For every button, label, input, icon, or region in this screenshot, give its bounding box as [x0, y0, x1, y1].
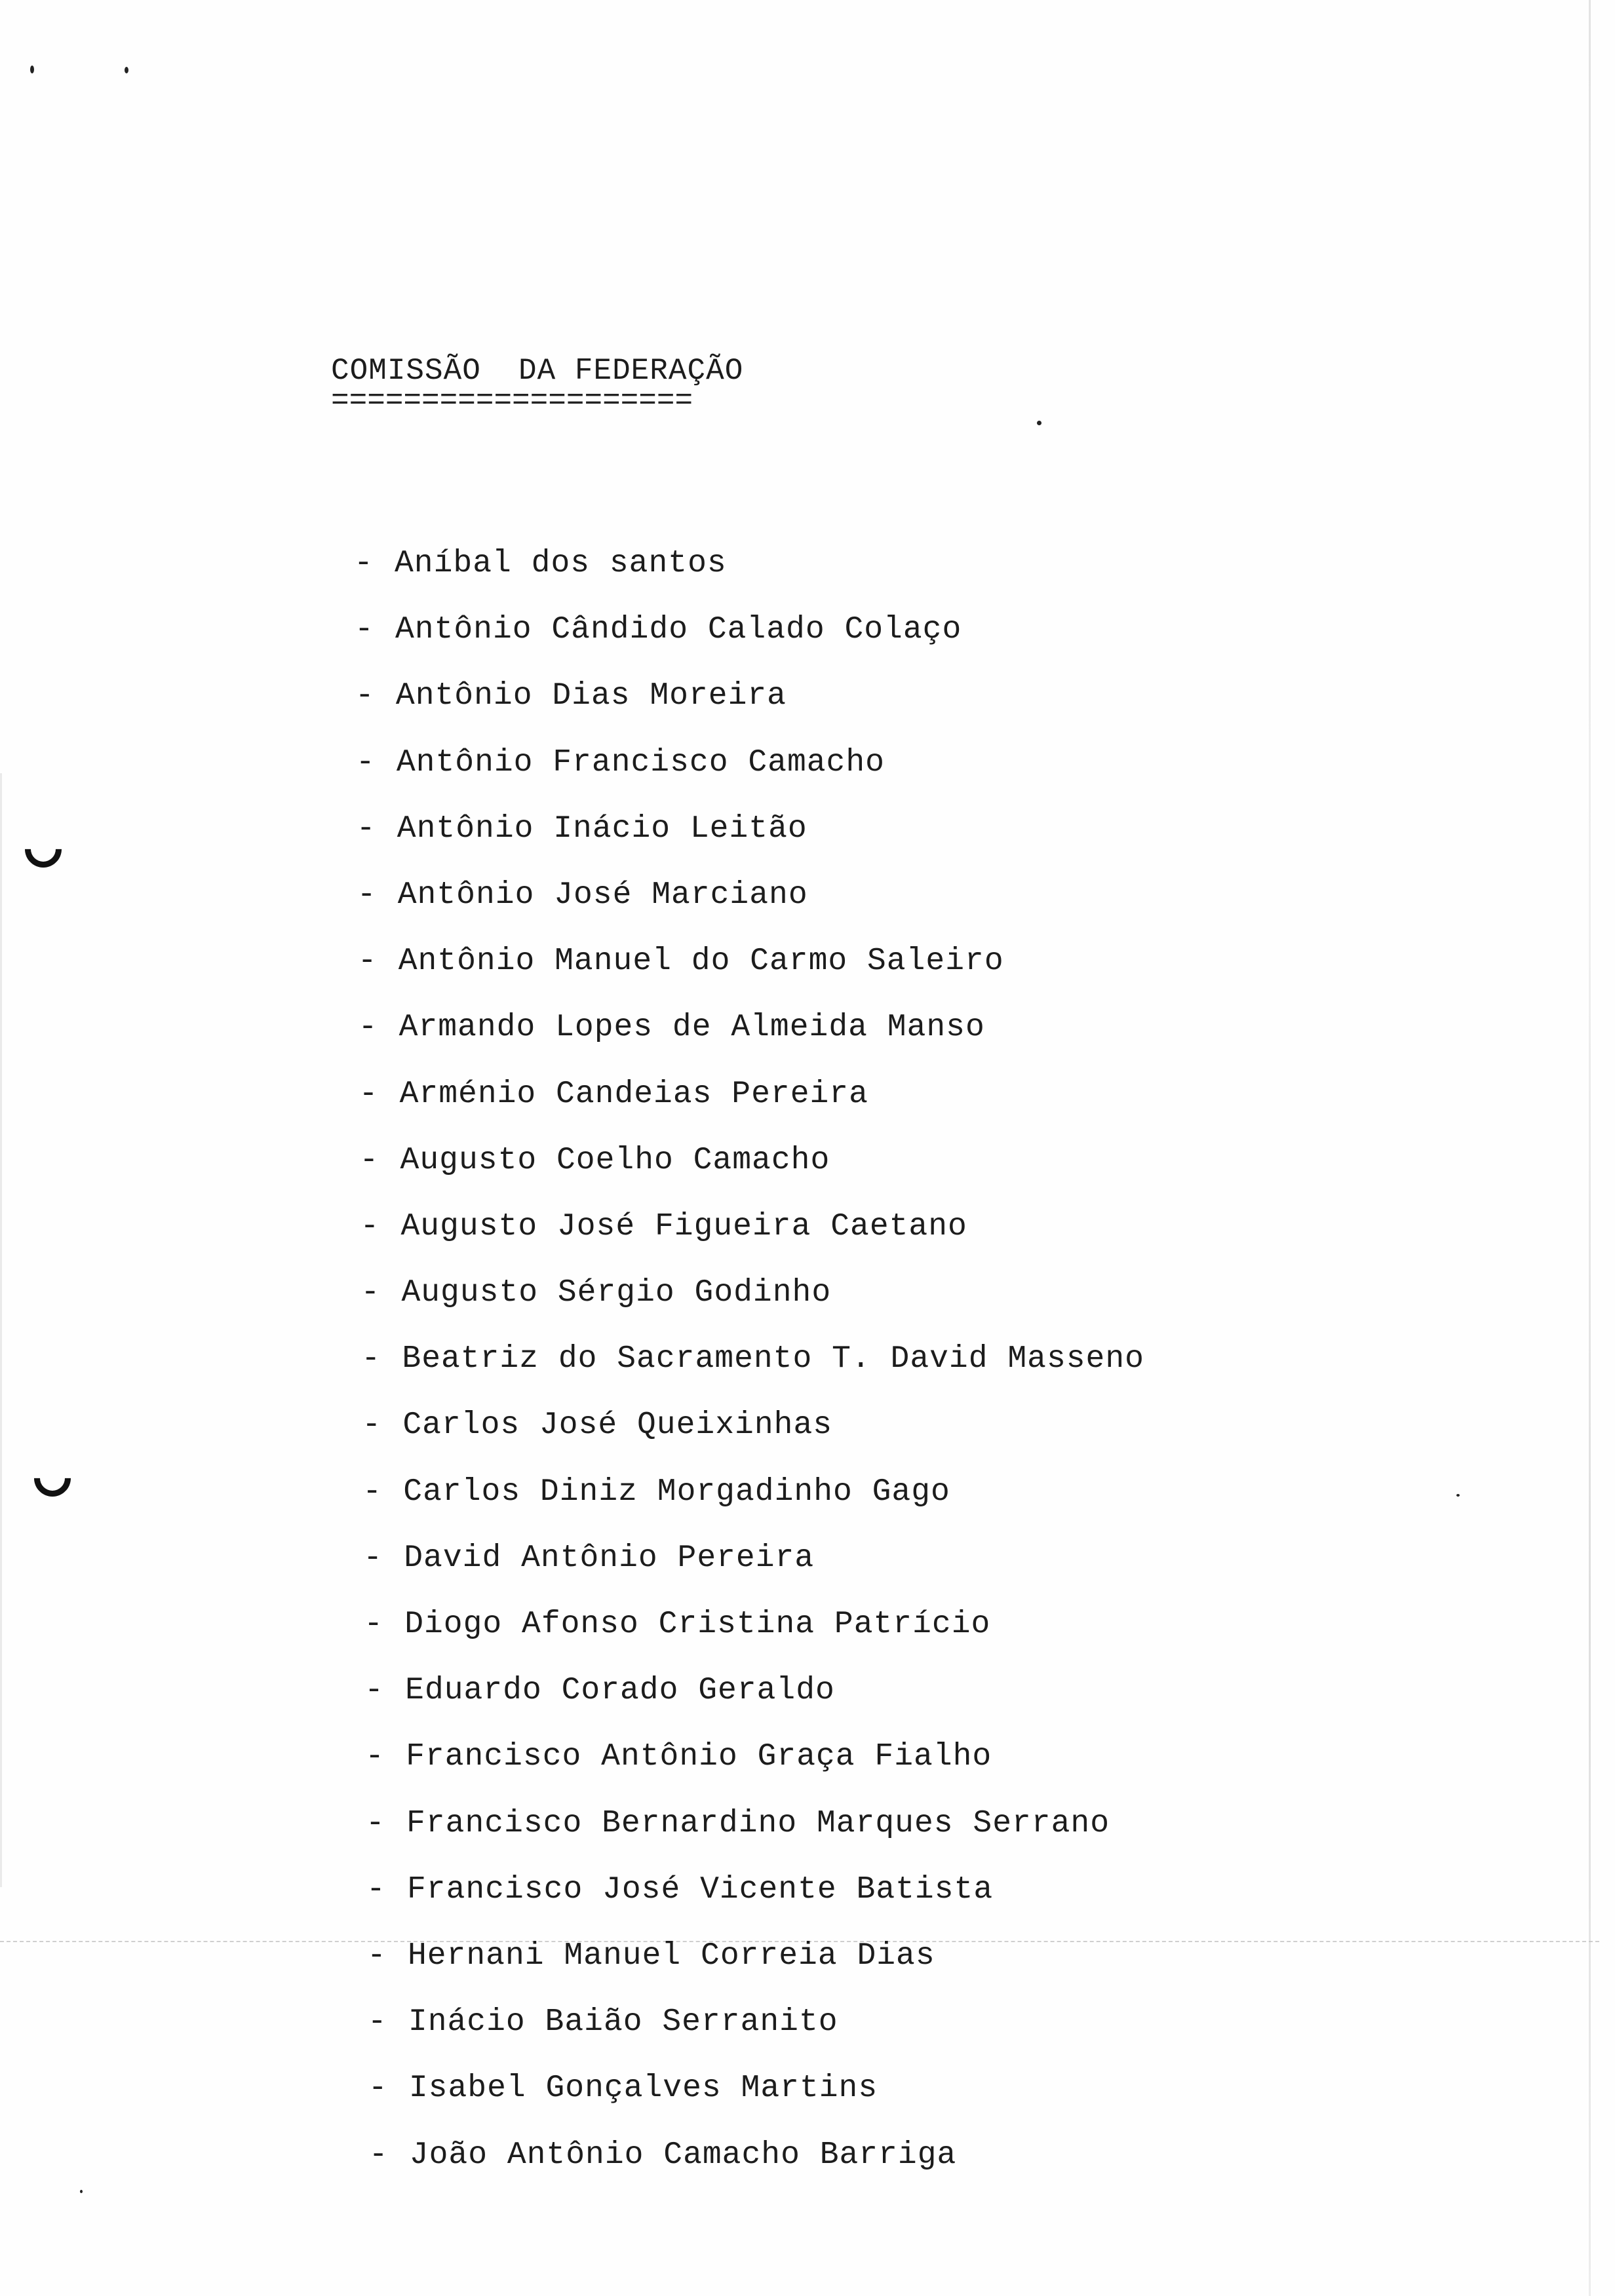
title-underline: ==================== — [331, 384, 693, 418]
list-item — [359, 1008, 1144, 1074]
member-name: Carlos Diniz Morgadinho Gago — [403, 1474, 950, 1510]
list-marker: - — [366, 1805, 385, 1841]
list-item — [367, 1936, 1144, 2002]
list-marker: - — [367, 2004, 387, 2040]
member-name: Beatriz do Sacramento T. David Masseno — [402, 1341, 1144, 1377]
punch-hole-mark — [17, 823, 69, 875]
list-item — [363, 1539, 1144, 1605]
list-item — [360, 1141, 1144, 1207]
list-marker: - — [362, 1474, 383, 1510]
page-title: COMISSÃO DA FEDERAÇÃO — [331, 354, 744, 388]
member-name: Isabel Gonçalves Martins — [408, 2071, 878, 2107]
scan-speck — [1456, 1494, 1460, 1497]
member-name: Diogo Afonso Cristina Patrício — [404, 1607, 991, 1642]
list-marker: - — [363, 1540, 383, 1576]
list-item — [368, 2002, 1144, 2069]
list-marker: - — [357, 877, 377, 913]
member-name: Antônio Manuel do Carmo Saleiro — [398, 944, 1004, 980]
scan-speck — [1037, 421, 1041, 425]
member-name: Augusto Coelho Camacho — [400, 1142, 830, 1178]
list-marker: - — [359, 1076, 379, 1112]
punch-hole-mark — [26, 1452, 78, 1504]
list-marker: - — [355, 678, 375, 714]
list-marker: - — [360, 1275, 381, 1311]
list-item — [354, 544, 1144, 610]
list-marker: - — [354, 612, 374, 648]
member-name: Arménio Candeias Pereira — [399, 1076, 868, 1112]
member-name: João Antônio Camacho Barriga — [409, 2137, 957, 2173]
list-item — [360, 1207, 1144, 1273]
member-name: Carlos José Queixinhas — [402, 1407, 833, 1444]
list-item — [355, 676, 1144, 742]
list-marker: - — [357, 944, 378, 980]
member-name: Antônio Francisco Camacho — [396, 744, 885, 780]
list-item — [368, 2069, 1144, 2135]
member-name: Antônio Dias Moreira — [395, 678, 787, 714]
member-name: Francisco Bernardino Marques Serrano — [406, 1805, 1110, 1841]
list-marker: - — [364, 1673, 384, 1709]
list-item — [357, 809, 1144, 875]
list-item — [366, 1804, 1144, 1870]
member-name: Francisco José Vicente Batista — [407, 1871, 994, 1907]
list-item — [357, 875, 1144, 942]
list-marker: - — [361, 1341, 381, 1377]
member-name: Hernani Manuel Correia Dias — [407, 1938, 935, 1974]
member-name: Aníbal dos santos — [395, 546, 727, 581]
list-item — [362, 1472, 1144, 1539]
member-name: Augusto Sérgio Godinho — [401, 1275, 832, 1311]
list-item — [356, 743, 1144, 809]
list-marker: - — [366, 1871, 386, 1907]
member-name: Inácio Baião Serranito — [408, 2004, 838, 2040]
list-marker: - — [368, 2137, 389, 2173]
list-marker: - — [365, 1739, 385, 1775]
list-item — [366, 1870, 1144, 1936]
member-name: Francisco Antônio Graça Fialho — [406, 1739, 992, 1775]
scan-speck — [30, 66, 34, 73]
member-list — [354, 544, 1144, 2202]
scan-speck — [125, 67, 128, 73]
list-marker: - — [355, 744, 376, 780]
list-item — [361, 1339, 1144, 1406]
member-name: Augusto José Figueira Caetano — [400, 1208, 967, 1244]
member-name: Antônio José Marciano — [397, 877, 808, 913]
list-item — [362, 1406, 1144, 1472]
member-name: David Antônio Pereira — [404, 1540, 815, 1576]
list-item — [358, 942, 1144, 1008]
list-marker: - — [354, 546, 374, 581]
list-item — [364, 1671, 1144, 1737]
scan-speck — [80, 2190, 83, 2193]
list-marker: - — [360, 1208, 380, 1244]
list-marker: - — [359, 1142, 379, 1178]
list-item — [359, 1075, 1144, 1141]
list-marker: - — [358, 1010, 378, 1046]
scan-edge-left — [0, 773, 2, 1887]
member-name: Eduardo Corado Geraldo — [405, 1673, 835, 1709]
scan-edge-right — [1589, 0, 1591, 2296]
list-marker: - — [356, 811, 376, 847]
list-item — [369, 2135, 1144, 2202]
list-marker: - — [368, 2071, 388, 2107]
list-item — [355, 610, 1144, 676]
list-item — [365, 1737, 1144, 1803]
list-item — [364, 1605, 1144, 1671]
list-item — [360, 1273, 1144, 1339]
member-name: Antônio Inácio Leitão — [397, 811, 808, 847]
member-name: Armando Lopes de Almeida Manso — [399, 1010, 985, 1046]
list-marker: - — [366, 1938, 387, 1974]
member-name: Antônio Cândido Calado Colaço — [395, 612, 962, 648]
title-block — [331, 354, 744, 418]
list-marker: - — [362, 1407, 382, 1444]
list-marker: - — [364, 1607, 383, 1642]
